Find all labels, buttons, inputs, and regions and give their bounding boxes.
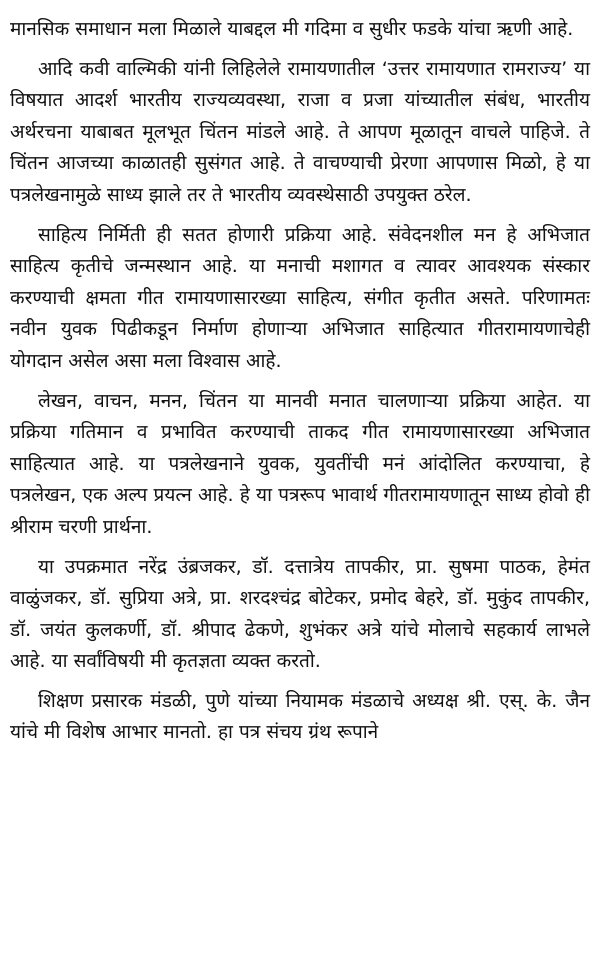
paragraph-continuation: मानसिक समाधान मला मिळाले याबद्दल मी गदिमा व सुधीर फडके यांचा ऋणी आहे. xyxy=(10,18,574,40)
paragraph-prakriya: लेखन, वाचन, मनन, चिंतन या मानवी मनात चालणाऱ्या प्रक्रिया आहेत. या प्रक्रिया गतिमान व प्रभावित करण्याची ताकद गीत रामायणासारख्या अभिजात साहित्यात आहे. या पत्रलेखनाने युवक, युवतींची मनं आंदोलित करण्याचा, हे पत्रलेखन, एक अल्प प्रयत्न आहे. हे या पत्ररूप भावार्थ गीतरामायणातून साध्य होवो ही श्रीराम चरणी प्रार्थना. xyxy=(10,389,590,538)
paragraph-acknowledgements: या उपक्रमात नरेंद्र उंब्रजकर, डॉ. दत्तात्रेय तापकीर, प्रा. सुषमा पाठक, हेमंत वाळुंजकर, डॉ. सुप्रिया अत्रे, प्रा. शरदश्चंद्र बोटेकर, प्रमोद बेहरे, डॉ. मुकुंद तापकीर, डॉ. जयंत कुलकर्णी, डॉ. श्रीपाद ढेकणे, शुभंकर अत्रे यांचे मोलाचे सहकार्य लाभले आहे. या सर्वांविषयी मी कृतज्ञता व्यक्त करतो. xyxy=(10,555,590,673)
paragraph-sahitya: साहित्य निर्मिती ही सतत होणारी प्रक्रिया आहे. संवेदनशील मन हे अभिजात साहित्य कृतीचे जन्मस्थान आहे. या मनाची मशागत व त्यावर आवश्यक संस्कार करण्याची क्षमता गीत रामायणासारख्या साहित्य, संगीत कृतीत असते. परिणामतः नवीन युवक पिढीकडून निर्माण होणाऱ्या अभिजात साहित्यात गीतरामायणाचेही योगदान असेल असा मला विश्वास आहे. xyxy=(10,223,590,372)
paragraph-thanks: शिक्षण प्रसारक मंडळी, पुणे यांच्या नियामक मंडळाचे अध्यक्ष श्री. एस्. के. जैन यांचे मी विशेष आभार मानतो. हा पत्र संचय ग्रंथ रूपाने xyxy=(10,689,590,744)
paragraph-ramayana: आदि कवी वाल्मिकी यांनी लिहिलेले रामायणातील ‘उत्तर रामायणात रामराज्य’ या विषयात आदर्श भारतीय राज्यव्यवस्था, राजा व प्रजा यांच्यातील संबंध, भारतीय अर्थरचना याबाबत मूलभूत चिंतन मांडले आहे. ते आपण मूळातून वाचले पाहिजे. ते चिंतन आजच्या काळातही सुसंगत आहे. ते वाचण्याची प्रेरणा आपणास मिळो, हे या पत्रलेखनामुळे साध्य झाले तर ते भारतीय व्यवस्थेसाठी उपयुक्त ठरेल. xyxy=(10,57,590,206)
